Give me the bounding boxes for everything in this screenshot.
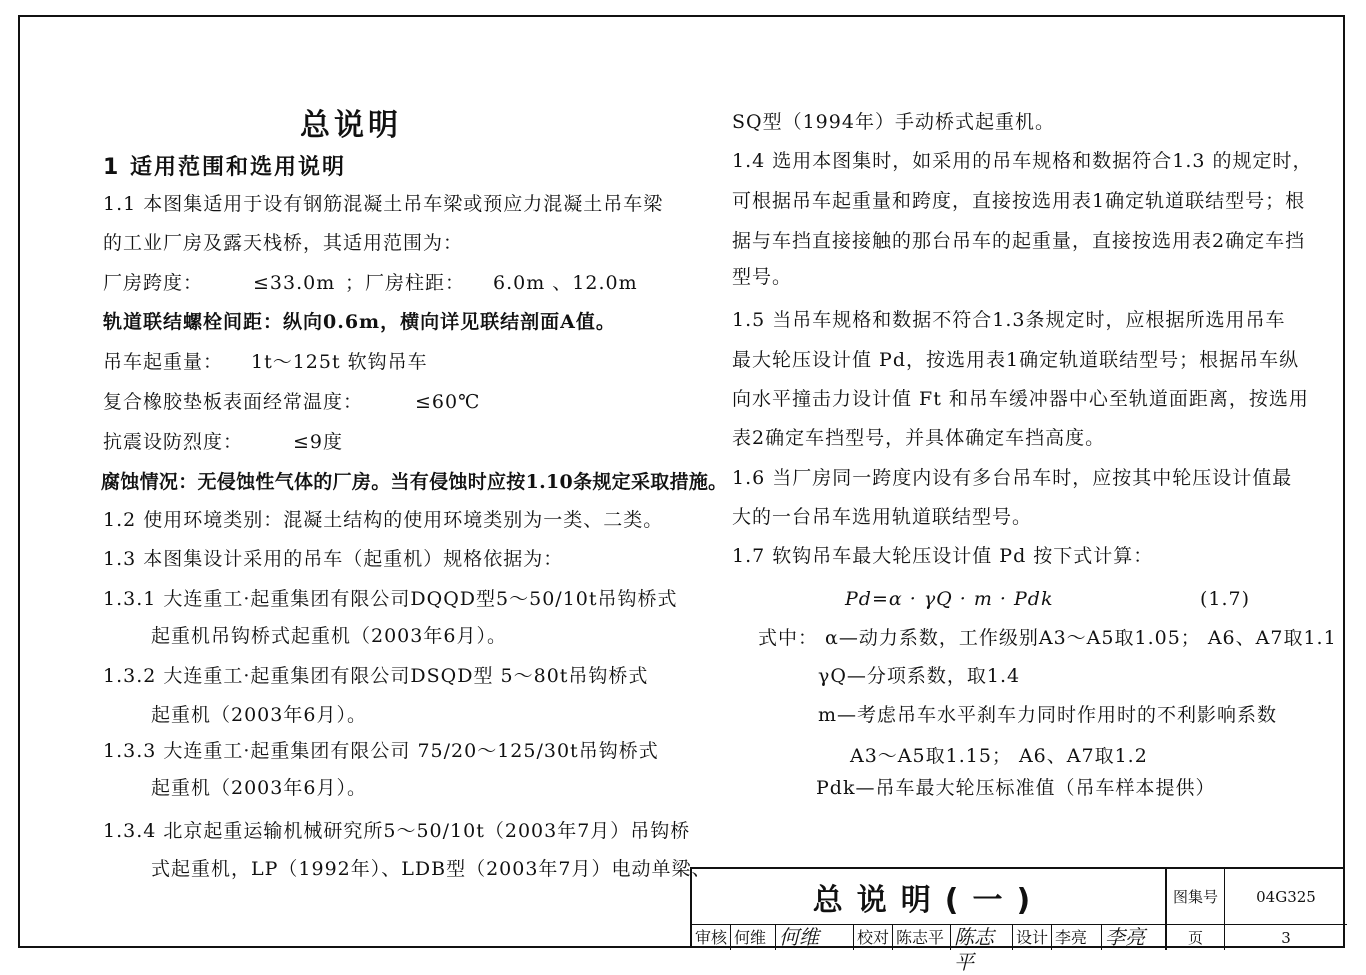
- text-line: 表2确定车挡型号，并具体确定车挡高度。: [732, 427, 1106, 449]
- text-line: [103, 271, 638, 295]
- title-block: [690, 867, 1345, 974]
- text-line: 据与车挡直接接触的那台吊车的起重量，直接按选用表2确定车挡: [732, 230, 1306, 252]
- text-line: γQ—分项系数，取1.4: [818, 665, 1021, 687]
- formula-number: (1.7): [1200, 588, 1251, 610]
- page-label: 页: [1167, 925, 1225, 950]
- text-line: 1.1 本图集适用于设有钢筋混凝土吊车梁或预应力混凝土吊车梁: [103, 193, 664, 215]
- text-line: Pdk—吊车最大轮压标准值（吊车样本提供）: [816, 777, 1216, 799]
- span-label: 厂房跨度：: [103, 272, 204, 294]
- text-line: 型号。: [732, 266, 793, 288]
- check-name: 陈志平: [892, 925, 950, 950]
- text-line: 1.3.2 大连重工·起重集团有限公司DSQD型 5～80t吊钩桥式: [103, 665, 649, 687]
- drawing-title: 总说明(一): [692, 869, 1167, 925]
- review-label: 审核: [695, 928, 728, 947]
- text-line: 起重机吊钩桥式起重机（2003年6月）。: [151, 625, 507, 647]
- temperature-label: 复合橡胶垫板表面经常温度：: [103, 391, 364, 413]
- text-line: 1.4 选用本图集时，如采用的吊车规格和数据符合1.3 的规定时，: [732, 150, 1313, 172]
- formula: Pd=α · γQ · m · Pdk: [845, 588, 1054, 610]
- section-heading: 1 适用范围和选用说明: [103, 155, 346, 180]
- text-line: m—考虑吊车水平刹车力同时作用时的不利影响系数: [818, 704, 1278, 726]
- check-label: 校对: [853, 925, 892, 950]
- text-line: 起重机（2003年6月）。: [151, 777, 367, 799]
- seismic-label: 抗震设防烈度：: [103, 431, 244, 453]
- text-line: [103, 350, 428, 374]
- check-signature: 陈志平: [950, 925, 1012, 950]
- text-line: 的工业厂房及露天栈桥，其适用范围为：: [103, 232, 464, 254]
- text-line: 1.3.3 大连重工·起重集团有限公司 75/20～125/30t吊钩桥式: [103, 740, 659, 762]
- page-title: 总说明: [300, 108, 402, 143]
- column-value: 6.0m 、12.0m: [493, 272, 638, 294]
- text-line: [103, 390, 480, 414]
- text-line: 1.5 当吊车规格和数据不符合1.3条规定时，应根据所选用吊车: [732, 309, 1286, 331]
- text-line: 式起重机，LP（1992年）、LDB型（2003年7月）电动单梁、: [151, 858, 712, 880]
- text-line: 轨道联结螺栓间距：纵向0.6m，横向详见联结剖面A值。: [103, 311, 616, 333]
- review-name: 何维: [730, 925, 775, 950]
- column-label: ；厂房柱距：: [345, 272, 466, 294]
- seismic-value: ≤9度: [293, 431, 344, 453]
- design-name: 李亮: [1051, 925, 1101, 950]
- text-line: 1.3.4 北京起重运输机械研究所5～50/10t（2003年7月）吊钩桥: [103, 820, 691, 842]
- review-signature: 何维: [775, 925, 853, 950]
- text-line: 起重机（2003年6月）。: [151, 704, 367, 726]
- temperature-value: ≤60℃: [415, 391, 481, 413]
- text-line: 1.7 软钩吊车最大轮压设计值 Pd 按下式计算：: [732, 545, 1154, 567]
- atlas-label: 图集号: [1167, 869, 1225, 925]
- text-line: 向水平撞击力设计值 Ft 和吊车缓冲器中心至轨道面距离，按选用: [732, 388, 1309, 410]
- text-line: 式中： α—动力系数，工作级别A3～A5取1.05； A6、A7取1.1: [758, 627, 1337, 649]
- span-value: ≤33.0m: [253, 272, 336, 294]
- design-label: 设计: [1012, 925, 1051, 950]
- text-line: [103, 430, 343, 454]
- atlas-number: 04G325: [1225, 869, 1347, 925]
- text-line: 最大轮压设计值 Pd，按选用表1确定轨道联结型号；根据吊车纵: [732, 349, 1300, 371]
- page-number: 3: [1281, 928, 1291, 947]
- text-line: 1.6 当厂房同一跨度内设有多台吊车时，应按其中轮压设计值最: [732, 467, 1293, 489]
- text-line: 可根据吊车起重量和跨度，直接按选用表1确定轨道联结型号；根: [732, 190, 1306, 212]
- text-line: 1.3.1 大连重工·起重集团有限公司DQQD型5～50/10t吊钩桥式: [103, 588, 678, 610]
- text-line: 大的一台吊车选用轨道联结型号。: [732, 506, 1033, 528]
- design-signature: 李亮: [1101, 925, 1163, 950]
- text-line: A3～A5取1.15； A6、A7取1.2: [850, 745, 1148, 767]
- capacity-value: 1t～125t 软钩吊车: [251, 351, 428, 373]
- text-line: 1.3 本图集设计采用的吊车（起重机）规格依据为：: [103, 548, 564, 570]
- text-line: 腐蚀情况：无侵蚀性气体的厂房。当有侵蚀时应按1.10条规定采取措施。: [101, 471, 728, 493]
- text-line: 1.2 使用环境类别：混凝土结构的使用环境类别为一类、二类。: [103, 509, 664, 531]
- signature-row: [692, 925, 1167, 974]
- capacity-label: 吊车起重量：: [103, 351, 224, 373]
- text-line: SQ型（1994年）手动桥式起重机。: [732, 111, 1055, 133]
